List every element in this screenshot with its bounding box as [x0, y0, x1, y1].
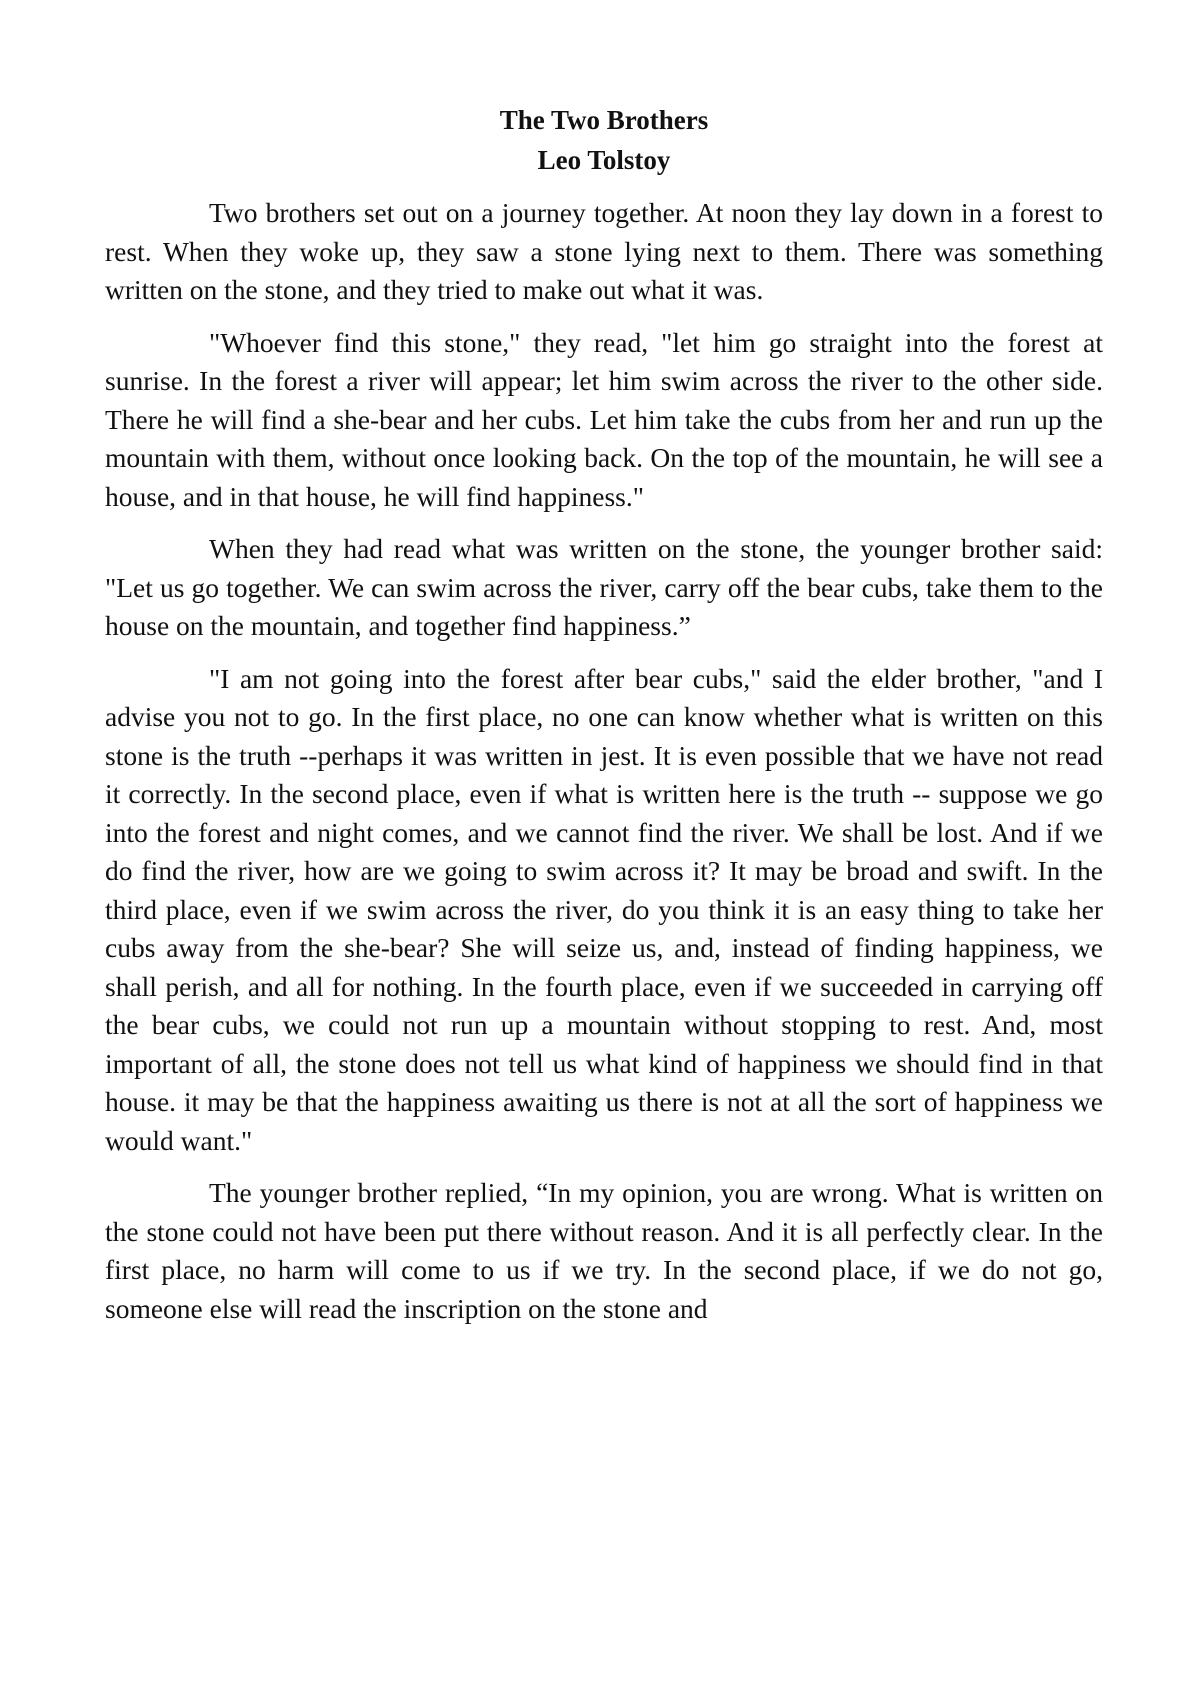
paragraph-1: Two brothers set out on a journey together. At noon they lay down in a forest to rest. When they woke up, they saw a stone lying next to them. There was something written on the stone, and they tried to make out what it was. — [105, 197, 1103, 305]
paragraph-5: The younger brother replied, “In my opinion, you are wrong. What is written on the stone could not have been put there without reason. And it is all perfectly clear. In the first place, no harm will come to us if we try. In the second place, if we do not go, someone else will read the inscription on the stone and — [105, 1177, 1103, 1324]
document-page — [105, 100, 1103, 1342]
title-block — [105, 100, 1103, 180]
document-title: The Two Brothers — [499, 105, 709, 135]
paragraph-2: "Whoever find this stone," they read, "let him go straight into the forest at sunrise. In the forest a river will appear; let him swim across the river to the other side. There he will find a she-bear and her cubs. Let him take the cubs from her and run up the mountain with them, without once looking back. On the top of the mountain, he will see a house, and in that house, he will find happiness." — [105, 326, 1103, 512]
paragraph-3: When they had read what was written on the stone, the younger brother said: "Let us go together. We can swim across the river, carry off the bear cubs, take them to the house on the mountain, and together find happiness.” — [105, 533, 1103, 641]
paragraph-4: "I am not going into the forest after bear cubs," said the elder brother, "and I advise you not to go. In the first place, no one can know whether what is written on this stone is the truth --perhaps it was written in jest. It is even possible that we have not read it correctly. In the second place, even if what is written here is the truth -- suppose we go into the forest and night comes, and we cannot find the river. We shall be lost. And if we do find the river, how are we going to swim across it? It may be broad and swift. In the third place, even if we swim across the river, do you think it is an easy thing to take her cubs away from the she-bear? She will seize us, and, instead of finding happiness, we shall perish, and all for nothing. In the fourth place, even if we succeeded in carrying off the bear cubs, we could not run up a mountain without stopping to rest. And, most important of all, the stone does not tell us what kind of happiness we should find in that house. it may be that the happiness awaiting us there is not at all the sort of happiness we would want." — [105, 662, 1103, 1156]
document-author: Leo Tolstoy — [537, 145, 671, 175]
